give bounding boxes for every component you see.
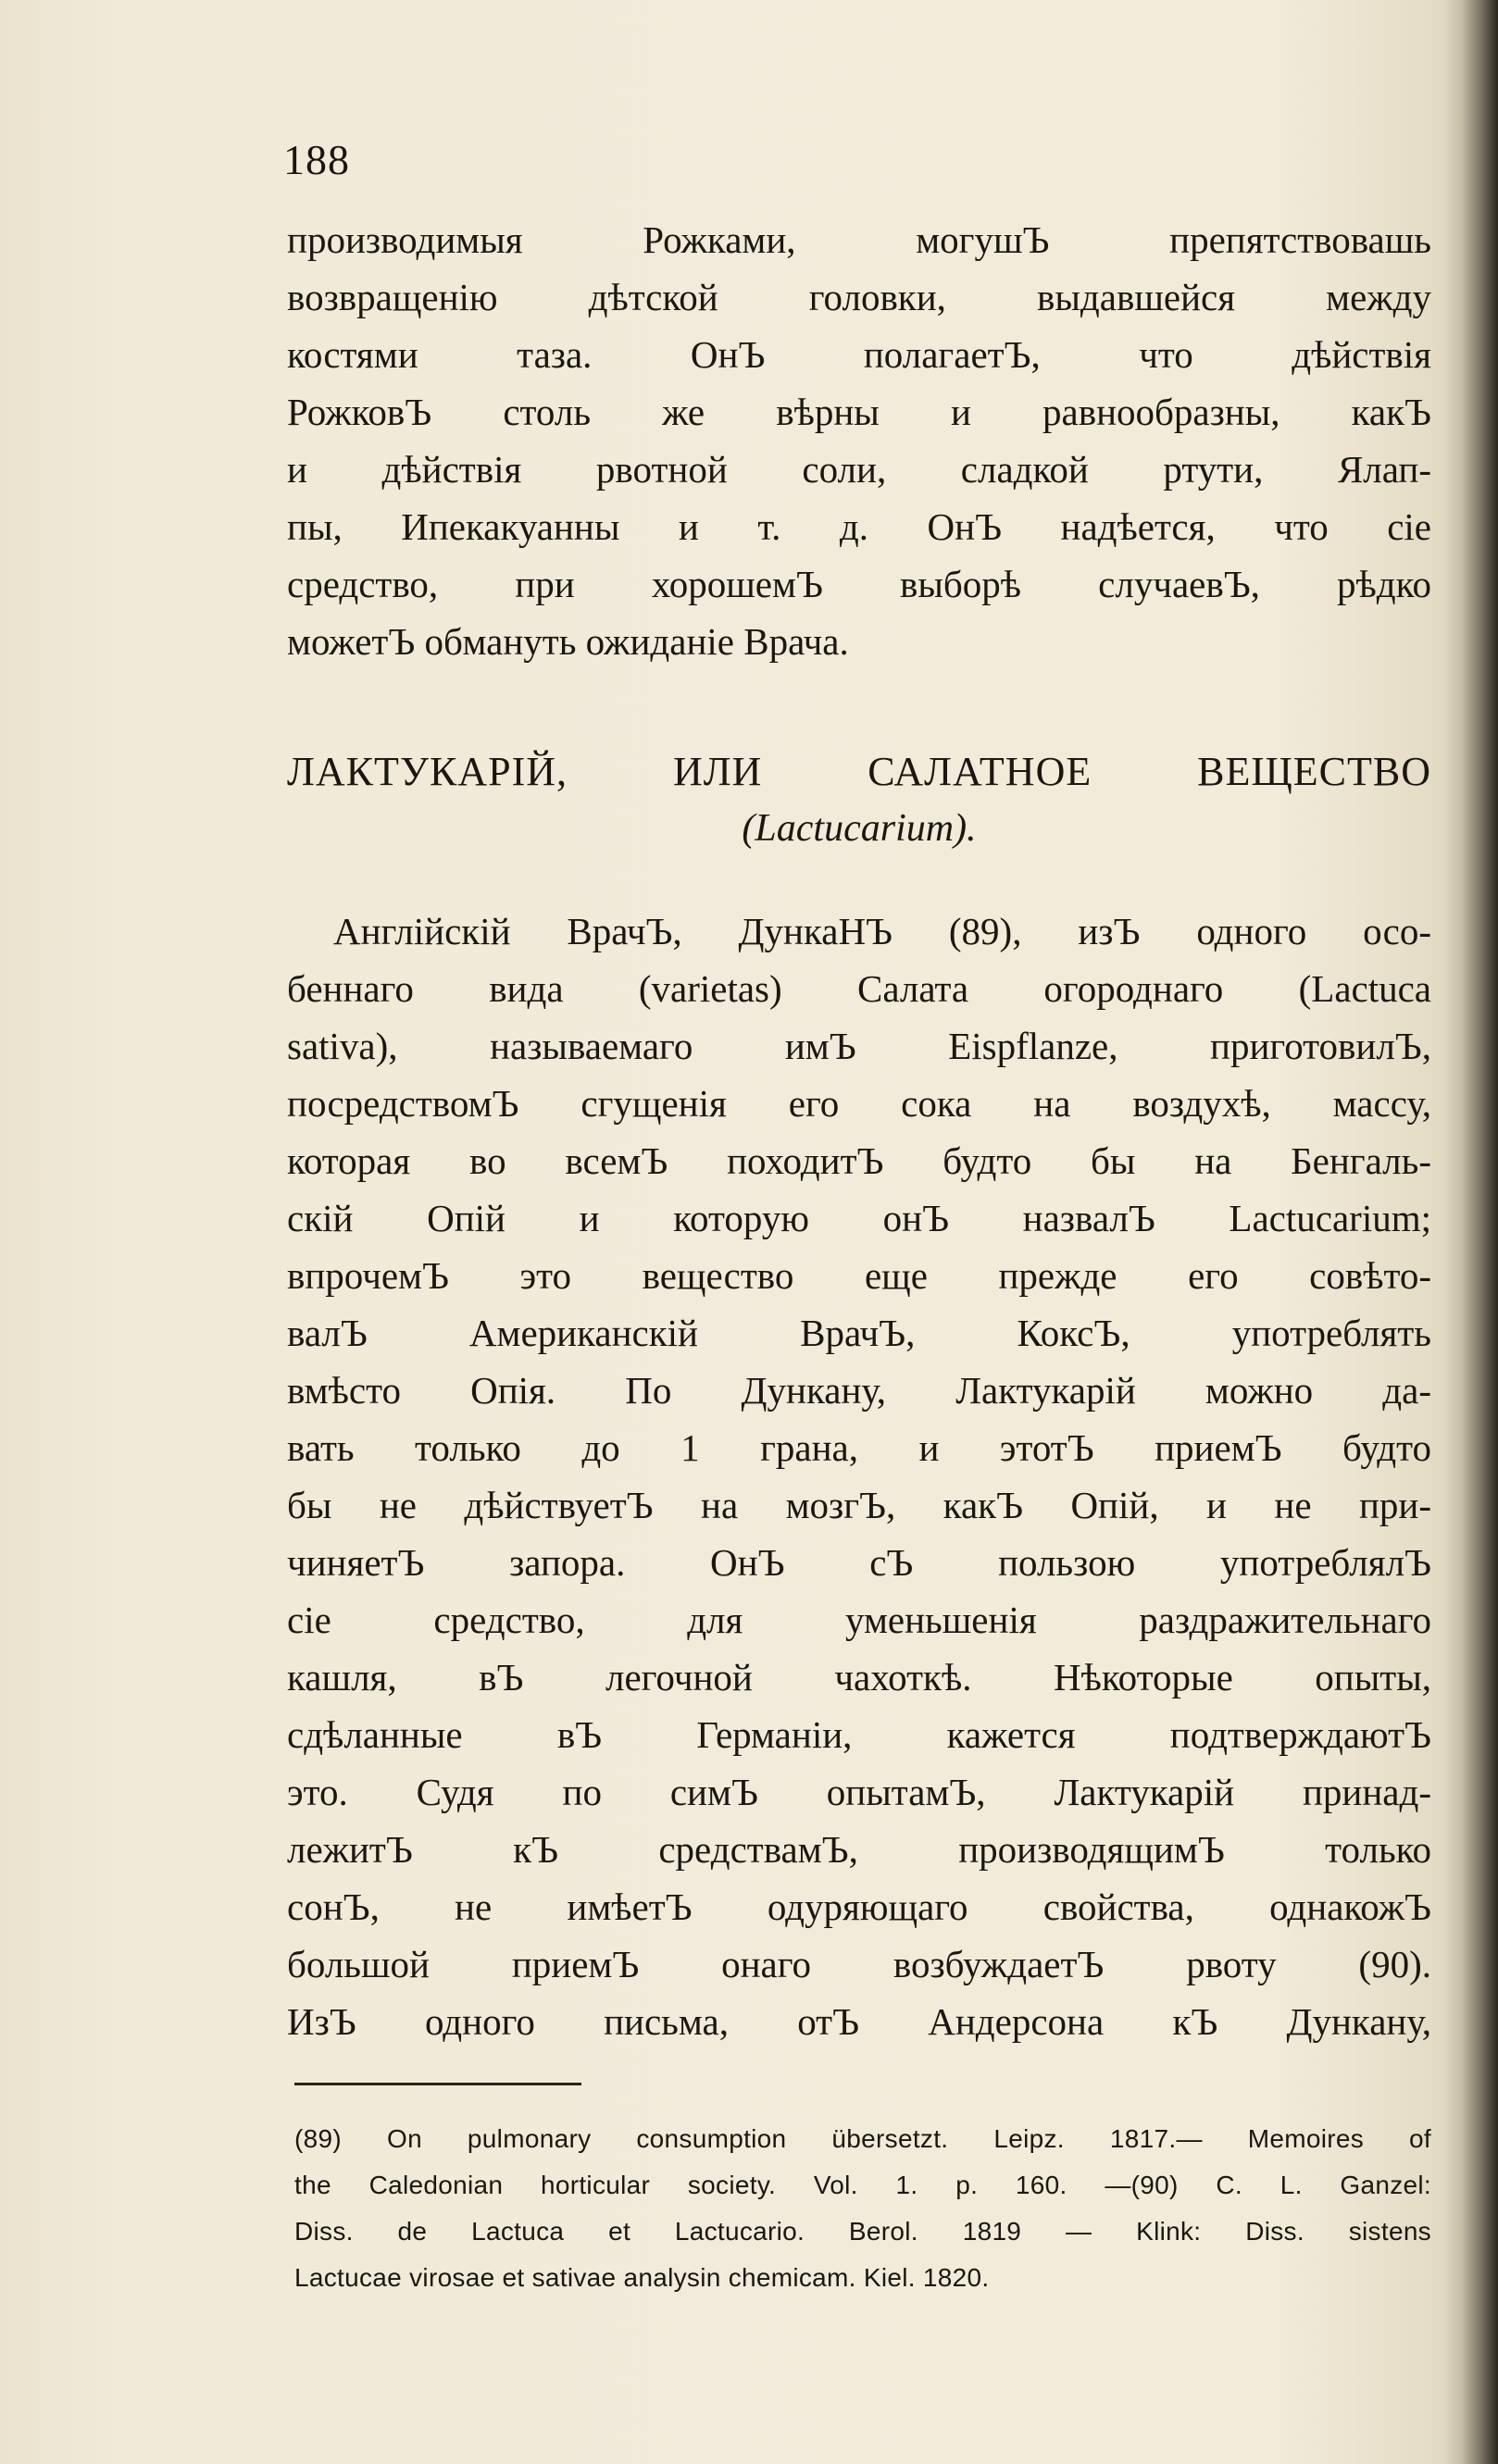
section-subheading [287,800,1431,857]
page-edge-shadow [1442,0,1498,2464]
text-line: сонЪ, не имѣетЪ одуряющаго свойства, однакожЪ [287,1885,1431,1928]
footnote-line: Lactucae virosae et sativae analysin chemicam. Kiel. 1820. [294,2263,990,2292]
text-line: сдѣланные вЪ Германіи, кажется подтверждаютЪ [287,1713,1431,1756]
text-line: sativa), называемаго имЪ Eispflanze, приготовилЪ, [287,1025,1431,1067]
text-line: бы не дѣйствуетЪ на мозгЪ, какЪ Опій, и не при- [287,1484,1431,1526]
text-line: скій Опій и которую онЪ назвалЪ Lactucarium; [287,1197,1431,1239]
text-line: посредствомЪ сгущенія его сока на воздухѣ, массу, [287,1082,1431,1125]
text-line: вать только до 1 грана, и этотЪ приемЪ будто [287,1426,1431,1469]
text-line: пы, Ипекакуанны и т. д. ОнЪ надѣется, что сіе [287,505,1431,548]
text-line: впрочемЪ это вещество еще прежде его совѣто- [287,1254,1431,1297]
text-line: производимыя Рожками, могушЪ препятствовашь [287,218,1431,261]
text-line: вмѣсто Опія. По Дункану, Лактукарій можно да- [287,1369,1431,1412]
text-line: кашля, вЪ легочной чахоткѣ. Нѣкоторые опыты, [287,1656,1431,1699]
page-number: 188 [283,136,350,183]
latin-name: (Lactucarium). [742,807,977,850]
paragraph-main [287,902,1431,2050]
text-line: валЪ Американскій ВрачЪ, КоксЪ, употреблять [287,1312,1431,1354]
text-line: средство, при хорошемЪ выборѣ случаевЪ, рѣдко [287,563,1431,605]
footnote-line: Diss. de Lactuca et Lactucario. Berol. 1819 — Klink: Diss. sistens [294,2217,1431,2246]
text-line: Англійскій ВрачЪ, ДункаНЪ (89), изЪ одного осо- [333,910,1431,952]
text-line: чиняетЪ запора. ОнЪ сЪ пользою употреблялЪ [287,1541,1431,1584]
footnote-divider [294,2083,581,2085]
text-line: беннаго вида (varietas) Салата огороднаго (Lactuca [287,967,1431,1010]
paragraph-top [287,211,1431,670]
footnote-line: (89) On pulmonary consumption übersetzt. Leipz. 1817.— Memoires of [294,2124,1431,2153]
text-line: можетЪ обмануть ожиданіе Врача. [287,620,849,663]
text-line: которая во всемЪ походитЪ будто бы на Бенгаль- [287,1139,1431,1182]
text-line: лежитЪ кЪ средствамЪ, производящимЪ только [287,1828,1431,1871]
text-line: это. Судя по симЪ опытамЪ, Лактукарій принад- [287,1771,1431,1813]
text-line: возвращенію дѣтской головки, выдавшейся между [287,276,1431,318]
text-line: костями таза. ОнЪ полагаетЪ, что дѣйствія [287,333,1431,376]
text-line: и дѣйствія рвотной соли, сладкой ртути, Ялап- [287,448,1431,491]
text-line: сіе средство, для уменьшенія раздражительнаго [287,1599,1431,1641]
footnotes [294,2116,1431,2301]
text-line: ИзЪ одного письма, отЪ Андерсона кЪ Дункану, [287,2000,1431,2043]
text-line: РожковЪ столь же вѣрны и равнообразны, какЪ [287,391,1431,433]
footnote-line: the Caledonian horticular society. Vol. 1. p. 160. —(90) C. L. Ganzel: [294,2171,1431,2199]
text-line: большой приемЪ онаго возбуждаетЪ рвоту (90). [287,1943,1431,1985]
section-heading: ЛАКТУКАРІЙ, ИЛИ САЛАТНОЕ ВЕЩЕСТВО [287,749,1431,794]
